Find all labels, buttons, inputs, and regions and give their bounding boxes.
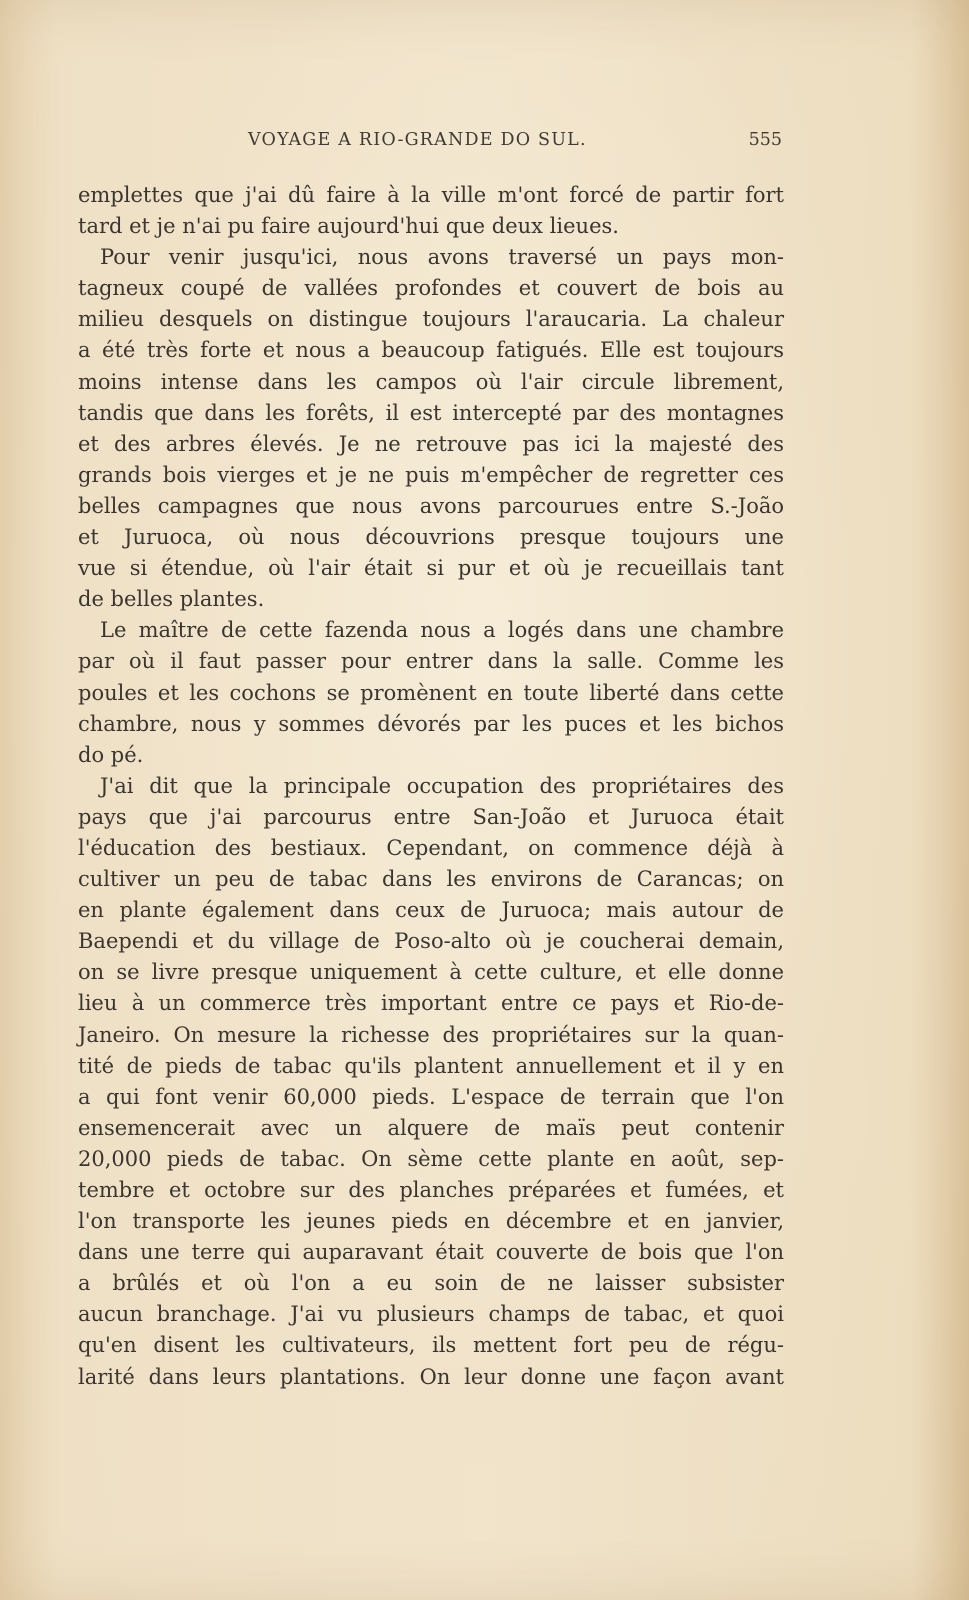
text-line: Janeiro. On mesure la richesse des propriétaires sur la quan- xyxy=(78,1022,784,1047)
page-number: 555 xyxy=(748,130,782,150)
text-line: milieu desquels on distingue toujours l'araucaria. La chaleur xyxy=(78,307,784,332)
text-line: l'on transporte les jeunes pieds en décembre et en janvier, xyxy=(78,1209,784,1234)
text-line: a été très forte et nous a beaucoup fatigués. Elle est toujours xyxy=(78,338,784,363)
text-line: grands bois vierges et je ne puis m'empêcher de regretter ces xyxy=(78,462,784,487)
text-line: tagneux coupé de vallées profondes et couvert de bois au xyxy=(78,276,784,301)
text-line: par où il faut passer pour entrer dans la salle. Comme les xyxy=(78,649,784,674)
text-line: Pour venir jusqu'ici, nous avons traversé un pays mon- xyxy=(100,245,784,270)
text-line: l'éducation des bestiaux. Cependant, on commence déjà à xyxy=(78,835,784,860)
text-line: moins intense dans les campos où l'air circule librement, xyxy=(78,369,784,394)
text-line: vue si étendue, où l'air était si pur et où je recueillais tant xyxy=(78,556,784,581)
body-text xyxy=(78,180,784,1393)
text-line: tité de pieds de tabac qu'ils plantent annuellement et il y en xyxy=(78,1053,784,1078)
text-line: lieu à un commerce très important entre ce pays et Rio-de- xyxy=(78,991,784,1016)
text-line: tard et je n'ai pu faire aujourd'hui que deux lieues. xyxy=(78,214,619,239)
text-line: poules et les cochons se promènent en toute liberté dans cette xyxy=(78,680,784,705)
text-line: aucun branchage. J'ai vu plusieurs champs de tabac, et quoi xyxy=(78,1302,784,1327)
text-line: cultiver un peu de tabac dans les environs de Carancas; on xyxy=(78,867,784,892)
text-line: en plante également dans ceux de Juruoca; mais autour de xyxy=(78,898,784,923)
text-line: dans une terre qui auparavant était couverte de bois que l'on xyxy=(78,1240,784,1265)
text-line: pays que j'ai parcourus entre San-João et Juruoca était xyxy=(78,804,784,829)
text-line: a brûlés et où l'on a eu soin de ne laisser subsister xyxy=(78,1271,784,1296)
text-line: et Juruoca, où nous découvrions presque toujours une xyxy=(78,525,784,550)
running-title: VOYAGE A RIO-GRANDE DO SUL. xyxy=(248,130,587,150)
text-line: larité dans leurs plantations. On leur donne une façon avant xyxy=(78,1364,784,1389)
text-line: emplettes que j'ai dû faire à la ville m'ont forcé de partir fort xyxy=(78,183,784,207)
text-line: ensemencerait avec un alquere de maïs peut contenir xyxy=(78,1115,784,1140)
text-line: chambre, nous y sommes dévorés par les puces et les bichos xyxy=(78,711,784,736)
text-line: tembre et octobre sur des planches préparées et fumées, et xyxy=(78,1178,784,1202)
text-line: on se livre presque uniquement à cette culture, et elle donne xyxy=(78,960,784,985)
text-line: et des arbres élevés. Je ne retrouve pas ici la majesté des xyxy=(78,431,784,456)
text-line: J'ai dit que la principale occupation des propriétaires des xyxy=(100,773,784,798)
text-line: Le maître de cette fazenda nous a logés dans une chambre xyxy=(100,618,784,643)
text-line: tandis que dans les forêts, il est intercepté par des montagnes xyxy=(78,400,784,425)
page-header xyxy=(78,130,782,160)
text-line: 20,000 pieds de tabac. On sème cette plante en août, sep- xyxy=(78,1146,784,1171)
text-line: de belles plantes. xyxy=(78,587,265,612)
text-line: a qui font venir 60,000 pieds. L'espace de terrain que l'on xyxy=(78,1084,784,1109)
text-line: belles campagnes que nous avons parcourues entre S.-João xyxy=(78,493,784,518)
text-line: do pé. xyxy=(78,742,144,767)
text-line: qu'en disent les cultivateurs, ils mettent fort peu de régu- xyxy=(78,1333,784,1358)
text-line: Baependi et du village de Poso-alto où je coucherai demain, xyxy=(78,929,784,954)
